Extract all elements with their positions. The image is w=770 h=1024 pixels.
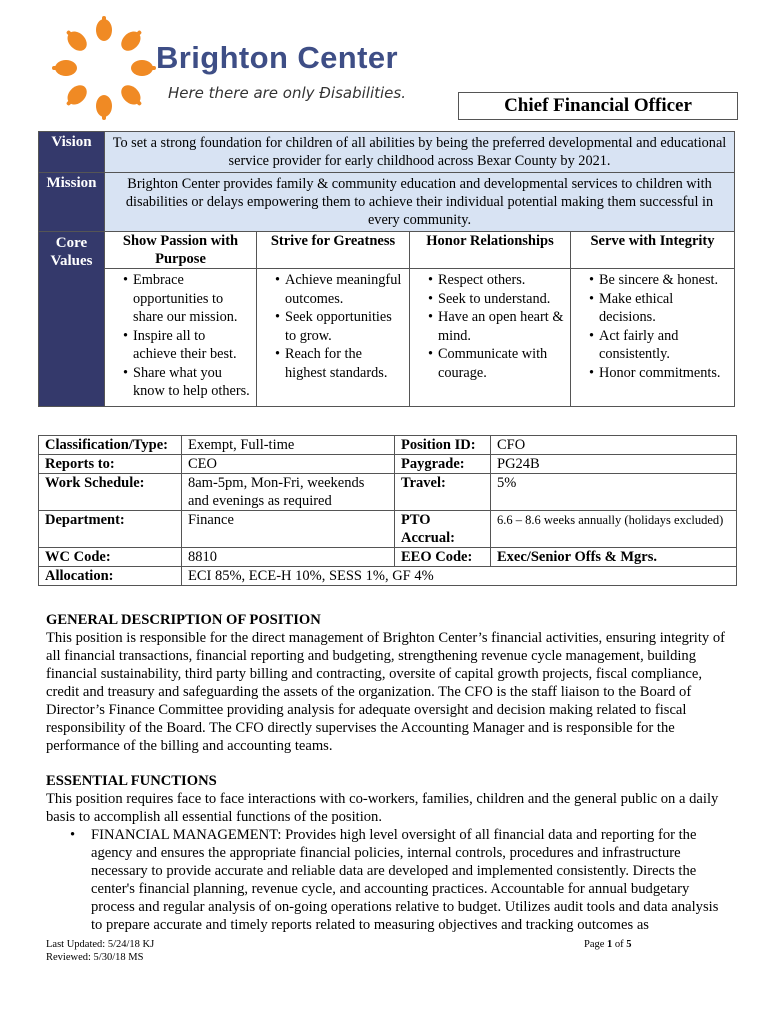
core-value-heading: Show Passion with Purpose [105, 232, 257, 269]
general-description-text: This position is responsible for the direct management of Brighton Center’s financial activities, ensuring integrity of all financial transactions, financial reporting and budgeting, strengthening revenue cycle management, building financial sustainability, third party billing and contracting, oversite of capital growth projects, fiscal compliance, credit and treasury and safeguarding the assets of the organization. The CFO is the staff liaison to the Board of Director’s Finance Committee providing analysis for adequate oversight and decision making related to fiscal responsibility of the Board. The CFO directly supervises the Accounting Manager and is responsible for the performance of the billing and accounting teams. [46, 630, 725, 754]
page-number [584, 938, 632, 951]
list-item: • Have an open heart & mind. [438, 308, 564, 345]
classification-value: Exempt, Full-time [182, 436, 395, 455]
core-value-heading: Strive for Greatness [257, 232, 410, 269]
wc-code-value: 8810 [182, 548, 395, 567]
essential-functions-section [46, 772, 730, 934]
essential-functions-text: This position requires face to face interactions with co-workers, families, children and the general public on a daily basis to accomplish all essential functions of the position. [46, 791, 719, 825]
page-of: of [612, 939, 627, 950]
position-id-value: CFO [491, 436, 737, 455]
core-value-list [422, 271, 564, 382]
list-item: • Seek to understand. [438, 290, 564, 309]
wc-code-label: WC Code: [39, 548, 182, 567]
work-schedule-label: Work Schedule: [39, 474, 182, 511]
travel-label: Travel: [395, 474, 491, 511]
list-item: • Honor commitments. [599, 364, 728, 383]
core-values-label: Core Values [39, 232, 105, 407]
list-item: • Communicate with courage. [438, 345, 564, 382]
department-value: Finance [182, 511, 395, 548]
last-updated: Last Updated: 5/24/18 KJ [46, 939, 155, 950]
position-info-table [38, 435, 737, 586]
list-item: • Act fairly and consistently. [599, 327, 728, 364]
eeo-code-label: EEO Code: [395, 548, 491, 567]
hands-circle-logo-icon [48, 14, 158, 124]
allocation-label: Allocation: [39, 567, 182, 586]
position-id-label: Position ID: [395, 436, 491, 455]
job-title: Chief Financial Officer [458, 92, 738, 120]
list-item: • Make ethical decisions. [599, 290, 728, 327]
pto-accrual-value: 6.6 – 8.6 weeks annually (holidays excluded) [491, 511, 737, 548]
general-description-section [46, 611, 730, 755]
travel-value: 5% [491, 474, 737, 511]
page-total: 5 [626, 939, 632, 950]
footer-dates [46, 938, 154, 964]
core-value-list [583, 271, 728, 382]
values-table [38, 131, 735, 407]
core-value-list [117, 271, 250, 401]
list-item: • Reach for the highest standards. [285, 345, 403, 382]
list-item: • Share what you know to help others. [133, 364, 250, 401]
list-item: • Be sincere & honest. [599, 271, 728, 290]
classification-label: Classification/Type: [39, 436, 182, 455]
logo-tagline: Here there are only Đisabilities. [168, 84, 406, 102]
reviewed: Reviewed: 5/30/18 MS [46, 952, 144, 963]
mission-text: Brighton Center provides family & community education and developmental services to children with disabilities or delays empowering them to achieve their individual potential making them successful in every community. [105, 173, 735, 232]
core-value-heading: Serve with Integrity [571, 232, 735, 269]
list-item: • Achieve meaningful outcomes. [285, 271, 403, 308]
reports-to-label: Reports to: [39, 455, 182, 474]
paygrade-value: PG24B [491, 455, 737, 474]
logo-name: Brighton Center [156, 40, 398, 75]
allocation-value: ECI 85%, ECE-H 10%, SESS 1%, GF 4% [182, 567, 737, 586]
work-schedule-value: 8am-5pm, Mon-Fri, weekends and evenings as required [182, 474, 395, 511]
paygrade-label: Paygrade: [395, 455, 491, 474]
eeo-code-value: Exec/Senior Offs & Mgrs. [491, 548, 737, 567]
list-item: • Respect others. [438, 271, 564, 290]
financial-management-bullet: • FINANCIAL MANAGEMENT: Provides high level oversight of all financial data and reporting for the agency and ensures the appropriate financial policies, internal controls, procedures and infrastructure necessary to provide accurate and reliable data are developed and implemented consistently. Directs the center's financial planning, revenue cycle, and accounting practices. Accountable for annual budgetary process and regular analysis of on-going operations relative to budget. Utilizes audit tools and data analysis to prepare accurate and timely reports related to measuring objectives and tracking outcomes as [46, 826, 730, 934]
list-item: • Inspire all to achieve their best. [133, 327, 250, 364]
section-heading: GENERAL DESCRIPTION OF POSITION [46, 612, 321, 628]
list-item: • Embrace opportunities to share our mission. [133, 271, 250, 327]
department-label: Department: [39, 511, 182, 548]
section-heading: ESSENTIAL FUNCTIONS [46, 773, 217, 789]
reports-to-value: CEO [182, 455, 395, 474]
page-prefix: Page [584, 939, 608, 950]
vision-text: To set a strong foundation for children of all abilities by being the preferred developmental and educational service provider for early childhood across Bexar County by 2021. [105, 132, 735, 173]
core-value-list [269, 271, 403, 382]
list-item: • Seek opportunities to grow. [285, 308, 403, 345]
pto-accrual-label: PTO Accrual: [395, 511, 491, 548]
mission-label: Mission [39, 173, 105, 232]
vision-label: Vision [39, 132, 105, 173]
page-current: 1 [607, 939, 613, 950]
core-value-heading: Honor Relationships [410, 232, 571, 269]
